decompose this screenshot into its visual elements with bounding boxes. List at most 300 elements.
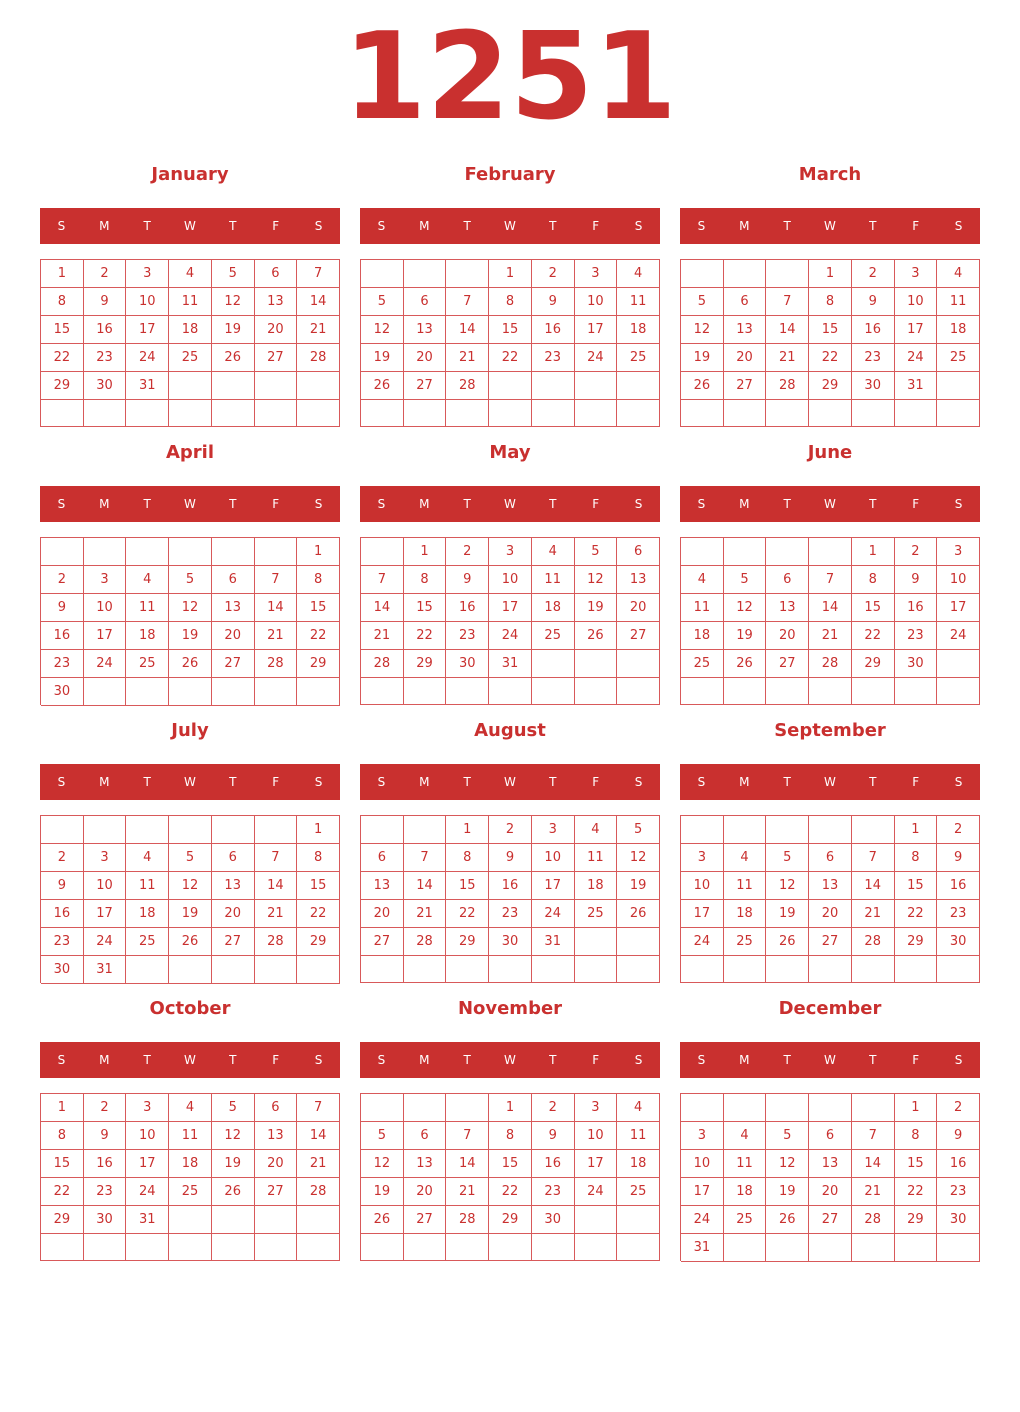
day-cell: 24 xyxy=(126,1178,169,1206)
day-cell: 13 xyxy=(361,872,404,900)
day-cell: 15 xyxy=(895,1150,938,1178)
empty-day-cell xyxy=(724,400,767,427)
weekday-label: S xyxy=(314,1053,323,1067)
day-cell: 15 xyxy=(895,872,938,900)
day-cell: 18 xyxy=(617,1150,660,1178)
day-cell: 20 xyxy=(255,316,298,344)
day-cell: 1 xyxy=(297,538,340,566)
day-cell: 18 xyxy=(724,1178,767,1206)
empty-day-cell xyxy=(489,956,532,983)
day-cell: 9 xyxy=(84,288,127,316)
day-cell: 18 xyxy=(575,872,618,900)
weekday-label: M xyxy=(739,775,750,789)
day-cell: 16 xyxy=(895,594,938,622)
day-cell: 6 xyxy=(212,566,255,594)
day-cell: 5 xyxy=(169,566,212,594)
day-cell: 30 xyxy=(41,678,84,706)
day-cell: 31 xyxy=(126,1206,169,1234)
weekday-label: S xyxy=(377,775,386,789)
day-cell: 17 xyxy=(84,900,127,928)
day-cell: 11 xyxy=(126,872,169,900)
day-cell: 23 xyxy=(937,900,980,928)
day-cell: 2 xyxy=(84,1094,127,1122)
day-cell: 19 xyxy=(169,900,212,928)
day-cell: 18 xyxy=(169,1150,212,1178)
day-cell: 24 xyxy=(575,344,618,372)
weekday-header xyxy=(360,208,660,244)
day-cell: 17 xyxy=(575,1150,618,1178)
day-cell: 8 xyxy=(446,844,489,872)
day-cell: 28 xyxy=(852,1206,895,1234)
day-cell: 23 xyxy=(852,344,895,372)
day-cell: 19 xyxy=(212,1150,255,1178)
weekday-header xyxy=(680,486,980,522)
day-cell: 12 xyxy=(169,872,212,900)
day-cell: 15 xyxy=(297,594,340,622)
day-cell: 8 xyxy=(489,1122,532,1150)
day-cell: 17 xyxy=(937,594,980,622)
day-cell: 26 xyxy=(169,928,212,956)
day-cell: 3 xyxy=(937,538,980,566)
weekday-header xyxy=(40,1042,340,1078)
weekday-header xyxy=(360,764,660,800)
month-july xyxy=(40,716,340,986)
day-cell: 30 xyxy=(937,928,980,956)
day-cell: 4 xyxy=(937,260,980,288)
day-cell: 16 xyxy=(41,900,84,928)
day-cell: 2 xyxy=(937,816,980,844)
day-cell: 15 xyxy=(446,872,489,900)
day-cell: 5 xyxy=(361,288,404,316)
day-cell: 21 xyxy=(852,900,895,928)
day-cell: 8 xyxy=(41,288,84,316)
month-august xyxy=(360,716,660,986)
empty-day-cell xyxy=(575,372,618,400)
weekday-label: T xyxy=(229,497,237,511)
weekday-label: S xyxy=(634,775,643,789)
weekday-label: T xyxy=(783,1053,791,1067)
day-cell: 4 xyxy=(126,566,169,594)
day-cell: 31 xyxy=(895,372,938,400)
day-cell: 20 xyxy=(212,622,255,650)
weekday-label: S xyxy=(954,1053,963,1067)
empty-day-cell xyxy=(169,816,212,844)
day-cell: 1 xyxy=(895,816,938,844)
day-cell: 4 xyxy=(724,844,767,872)
empty-day-cell xyxy=(255,1206,298,1234)
day-cell: 29 xyxy=(446,928,489,956)
days-grid xyxy=(680,537,980,705)
weekday-label: S xyxy=(954,219,963,233)
empty-day-cell xyxy=(41,1234,84,1261)
day-cell: 14 xyxy=(446,316,489,344)
weekday-label: W xyxy=(184,1053,196,1067)
day-cell: 1 xyxy=(446,816,489,844)
day-cell: 19 xyxy=(361,344,404,372)
day-cell: 14 xyxy=(404,872,447,900)
empty-day-cell xyxy=(681,678,724,705)
day-cell: 20 xyxy=(617,594,660,622)
weekday-label: T xyxy=(869,497,877,511)
empty-day-cell xyxy=(895,678,938,705)
empty-day-cell xyxy=(617,1234,660,1261)
day-cell: 29 xyxy=(895,928,938,956)
day-cell: 6 xyxy=(809,1122,852,1150)
day-cell: 1 xyxy=(895,1094,938,1122)
month-march xyxy=(680,160,980,430)
day-cell: 27 xyxy=(255,1178,298,1206)
day-cell: 7 xyxy=(766,288,809,316)
empty-day-cell xyxy=(532,650,575,678)
empty-day-cell xyxy=(575,928,618,956)
day-cell: 23 xyxy=(895,622,938,650)
day-cell: 22 xyxy=(297,622,340,650)
empty-day-cell xyxy=(41,538,84,566)
month-june xyxy=(680,438,980,708)
day-cell: 6 xyxy=(809,844,852,872)
empty-day-cell xyxy=(575,1206,618,1234)
day-cell: 25 xyxy=(169,344,212,372)
day-cell: 28 xyxy=(809,650,852,678)
month-name: April xyxy=(165,442,215,463)
year-title: 1251 xyxy=(343,8,677,147)
day-cell: 9 xyxy=(937,1122,980,1150)
day-cell: 16 xyxy=(84,1150,127,1178)
weekday-label: S xyxy=(57,1053,66,1067)
day-cell: 16 xyxy=(532,1150,575,1178)
day-cell: 15 xyxy=(852,594,895,622)
day-cell: 20 xyxy=(766,622,809,650)
day-cell: 1 xyxy=(404,538,447,566)
day-cell: 27 xyxy=(724,372,767,400)
empty-day-cell xyxy=(617,372,660,400)
month-name: August xyxy=(474,720,546,741)
day-cell: 6 xyxy=(404,1122,447,1150)
weekday-label: W xyxy=(824,219,836,233)
day-cell: 26 xyxy=(361,372,404,400)
day-cell: 6 xyxy=(617,538,660,566)
day-cell: 18 xyxy=(937,316,980,344)
empty-day-cell xyxy=(617,1206,660,1234)
empty-day-cell xyxy=(446,1094,489,1122)
day-cell: 18 xyxy=(681,622,724,650)
day-cell: 15 xyxy=(404,594,447,622)
day-cell: 6 xyxy=(212,844,255,872)
weekday-header xyxy=(360,486,660,522)
day-cell: 19 xyxy=(361,1178,404,1206)
weekday-label: T xyxy=(229,219,237,233)
weekday-label: M xyxy=(99,219,110,233)
empty-day-cell xyxy=(361,956,404,983)
empty-day-cell xyxy=(126,678,169,706)
day-cell: 25 xyxy=(169,1178,212,1206)
empty-day-cell xyxy=(852,400,895,427)
day-cell: 7 xyxy=(361,566,404,594)
day-cell: 20 xyxy=(809,1178,852,1206)
days-grid xyxy=(680,1093,980,1261)
day-cell: 14 xyxy=(255,594,298,622)
month-may xyxy=(360,438,660,708)
day-cell: 27 xyxy=(617,622,660,650)
day-cell: 15 xyxy=(809,316,852,344)
empty-day-cell xyxy=(937,400,980,427)
day-cell: 25 xyxy=(724,928,767,956)
empty-day-cell xyxy=(852,1234,895,1262)
day-cell: 8 xyxy=(297,844,340,872)
day-cell: 19 xyxy=(766,900,809,928)
day-cell: 2 xyxy=(532,260,575,288)
day-cell: 22 xyxy=(489,1178,532,1206)
weekday-label: T xyxy=(549,497,557,511)
day-cell: 28 xyxy=(297,1178,340,1206)
month-name: July xyxy=(171,720,209,741)
empty-day-cell xyxy=(617,400,660,427)
day-cell: 4 xyxy=(575,816,618,844)
day-cell: 15 xyxy=(297,872,340,900)
day-cell: 23 xyxy=(532,344,575,372)
weekday-label: M xyxy=(99,497,110,511)
weekday-label: S xyxy=(954,497,963,511)
month-september xyxy=(680,716,980,986)
weekday-label: S xyxy=(314,497,323,511)
days-grid xyxy=(360,259,660,427)
weekday-label: F xyxy=(592,1053,600,1067)
empty-day-cell xyxy=(212,400,255,427)
day-cell: 7 xyxy=(297,1094,340,1122)
month-november xyxy=(360,994,660,1264)
day-cell: 26 xyxy=(575,622,618,650)
day-cell: 11 xyxy=(724,872,767,900)
weekday-label: T xyxy=(783,497,791,511)
empty-day-cell xyxy=(681,260,724,288)
empty-day-cell xyxy=(41,400,84,427)
day-cell: 24 xyxy=(681,928,724,956)
day-cell: 28 xyxy=(404,928,447,956)
day-cell: 22 xyxy=(41,1178,84,1206)
day-cell: 22 xyxy=(446,900,489,928)
weekday-label: W xyxy=(824,775,836,789)
weekday-label: M xyxy=(739,497,750,511)
day-cell: 15 xyxy=(489,1150,532,1178)
empty-day-cell xyxy=(169,538,212,566)
day-cell: 7 xyxy=(404,844,447,872)
day-cell: 26 xyxy=(681,372,724,400)
day-cell: 9 xyxy=(84,1122,127,1150)
day-cell: 25 xyxy=(681,650,724,678)
weekday-label: T xyxy=(869,775,877,789)
day-cell: 17 xyxy=(895,316,938,344)
empty-day-cell xyxy=(126,1234,169,1261)
month-name: October xyxy=(149,998,231,1019)
empty-day-cell xyxy=(617,956,660,983)
day-cell: 3 xyxy=(575,1094,618,1122)
day-cell: 23 xyxy=(41,928,84,956)
day-cell: 12 xyxy=(212,288,255,316)
empty-day-cell xyxy=(297,678,340,706)
empty-day-cell xyxy=(404,1094,447,1122)
day-cell: 10 xyxy=(575,288,618,316)
day-cell: 13 xyxy=(404,1150,447,1178)
day-cell: 26 xyxy=(169,650,212,678)
empty-day-cell xyxy=(766,956,809,983)
day-cell: 24 xyxy=(84,928,127,956)
day-cell: 16 xyxy=(84,316,127,344)
weekday-label: F xyxy=(912,1053,920,1067)
days-grid xyxy=(360,815,660,983)
day-cell: 4 xyxy=(617,1094,660,1122)
weekday-label: W xyxy=(504,219,516,233)
empty-day-cell xyxy=(446,956,489,983)
day-cell: 14 xyxy=(297,288,340,316)
empty-day-cell xyxy=(895,956,938,983)
day-cell: 7 xyxy=(446,288,489,316)
day-cell: 4 xyxy=(169,260,212,288)
empty-day-cell xyxy=(404,260,447,288)
weekday-label: M xyxy=(419,775,430,789)
weekday-label: F xyxy=(912,775,920,789)
empty-day-cell xyxy=(575,956,618,983)
day-cell: 12 xyxy=(169,594,212,622)
weekday-label: S xyxy=(314,775,323,789)
weekday-header xyxy=(40,208,340,244)
day-cell: 1 xyxy=(852,538,895,566)
month-january xyxy=(40,160,340,430)
empty-day-cell xyxy=(724,260,767,288)
month-name: December xyxy=(778,998,882,1019)
day-cell: 19 xyxy=(724,622,767,650)
empty-day-cell xyxy=(212,1206,255,1234)
day-cell: 21 xyxy=(766,344,809,372)
empty-day-cell xyxy=(575,1234,618,1261)
day-cell: 27 xyxy=(255,344,298,372)
day-cell: 2 xyxy=(937,1094,980,1122)
weekday-label: T xyxy=(549,1053,557,1067)
day-cell: 28 xyxy=(361,650,404,678)
weekday-label: S xyxy=(954,775,963,789)
weekday-label: S xyxy=(697,219,706,233)
day-cell: 28 xyxy=(446,1206,489,1234)
empty-day-cell xyxy=(724,816,767,844)
empty-day-cell xyxy=(169,678,212,706)
empty-day-cell xyxy=(84,816,127,844)
day-cell: 22 xyxy=(489,344,532,372)
day-cell: 1 xyxy=(41,260,84,288)
weekday-label: W xyxy=(504,775,516,789)
day-cell: 3 xyxy=(126,1094,169,1122)
day-cell: 18 xyxy=(724,900,767,928)
day-cell: 13 xyxy=(809,872,852,900)
day-cell: 10 xyxy=(84,872,127,900)
day-cell: 24 xyxy=(575,1178,618,1206)
day-cell: 20 xyxy=(724,344,767,372)
empty-day-cell xyxy=(361,1234,404,1261)
day-cell: 11 xyxy=(724,1150,767,1178)
day-cell: 31 xyxy=(532,928,575,956)
day-cell: 31 xyxy=(681,1234,724,1262)
empty-day-cell xyxy=(724,956,767,983)
day-cell: 8 xyxy=(41,1122,84,1150)
day-cell: 26 xyxy=(361,1206,404,1234)
day-cell: 23 xyxy=(937,1178,980,1206)
day-cell: 14 xyxy=(809,594,852,622)
day-cell: 29 xyxy=(404,650,447,678)
day-cell: 14 xyxy=(852,872,895,900)
empty-day-cell xyxy=(724,538,767,566)
day-cell: 24 xyxy=(126,344,169,372)
day-cell: 16 xyxy=(446,594,489,622)
empty-day-cell xyxy=(212,372,255,400)
day-cell: 18 xyxy=(169,316,212,344)
day-cell: 17 xyxy=(126,1150,169,1178)
weekday-label: S xyxy=(57,497,66,511)
day-cell: 27 xyxy=(404,1206,447,1234)
day-cell: 13 xyxy=(404,316,447,344)
empty-day-cell xyxy=(446,678,489,705)
weekday-label: T xyxy=(463,219,471,233)
weekday-label: T xyxy=(229,775,237,789)
day-cell: 19 xyxy=(169,622,212,650)
day-cell: 10 xyxy=(681,1150,724,1178)
day-cell: 13 xyxy=(255,288,298,316)
weekday-label: W xyxy=(504,1053,516,1067)
weekday-label: W xyxy=(184,219,196,233)
day-cell: 5 xyxy=(212,260,255,288)
day-cell: 20 xyxy=(809,900,852,928)
empty-day-cell xyxy=(937,650,980,678)
day-cell: 11 xyxy=(126,594,169,622)
day-cell: 14 xyxy=(297,1122,340,1150)
weekday-label: S xyxy=(314,219,323,233)
weekday-label: S xyxy=(697,1053,706,1067)
day-cell: 26 xyxy=(766,1206,809,1234)
day-cell: 9 xyxy=(41,872,84,900)
days-grid xyxy=(40,815,340,983)
days-grid xyxy=(360,537,660,705)
day-cell: 21 xyxy=(809,622,852,650)
day-cell: 9 xyxy=(41,594,84,622)
weekday-label: M xyxy=(739,219,750,233)
day-cell: 26 xyxy=(724,650,767,678)
day-cell: 7 xyxy=(852,1122,895,1150)
day-cell: 4 xyxy=(126,844,169,872)
weekday-label: M xyxy=(99,1053,110,1067)
weekday-header xyxy=(680,208,980,244)
day-cell: 29 xyxy=(809,372,852,400)
month-name: November xyxy=(457,998,563,1019)
day-cell: 9 xyxy=(489,844,532,872)
day-cell: 6 xyxy=(255,1094,298,1122)
empty-day-cell xyxy=(212,816,255,844)
day-cell: 12 xyxy=(766,1150,809,1178)
day-cell: 17 xyxy=(575,316,618,344)
weekday-header xyxy=(680,764,980,800)
day-cell: 30 xyxy=(84,372,127,400)
day-cell: 3 xyxy=(126,260,169,288)
empty-day-cell xyxy=(404,678,447,705)
day-cell: 18 xyxy=(126,900,169,928)
month-name: March xyxy=(798,164,862,185)
empty-day-cell xyxy=(937,1234,980,1262)
day-cell: 11 xyxy=(169,1122,212,1150)
day-cell: 15 xyxy=(41,1150,84,1178)
empty-day-cell xyxy=(255,678,298,706)
month-december xyxy=(680,994,980,1264)
weekday-label: T xyxy=(783,219,791,233)
day-cell: 27 xyxy=(809,1206,852,1234)
empty-day-cell xyxy=(617,650,660,678)
empty-day-cell xyxy=(809,956,852,983)
day-cell: 31 xyxy=(84,956,127,984)
